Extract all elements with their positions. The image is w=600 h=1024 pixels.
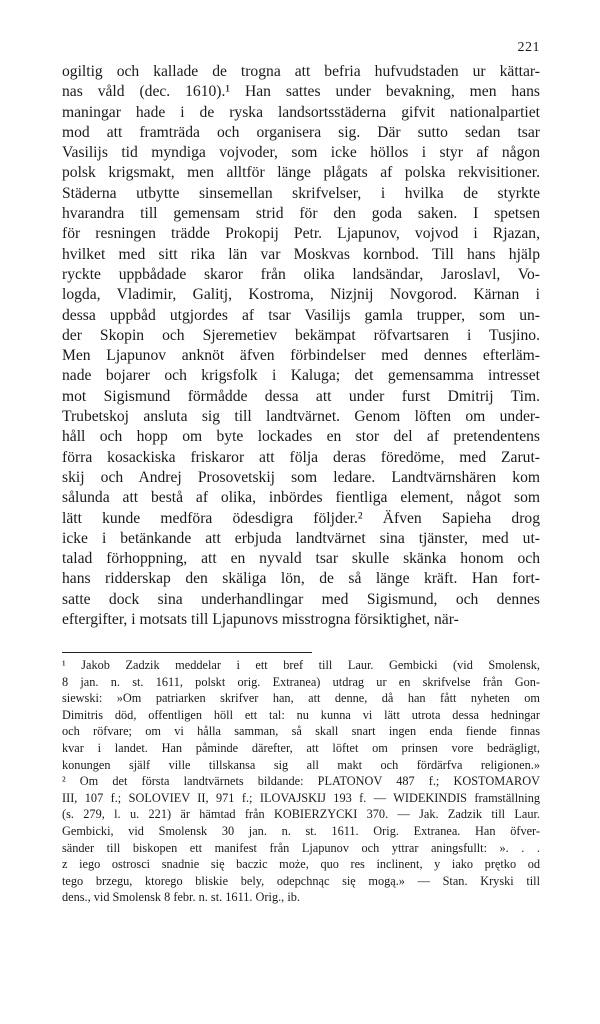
text-line: dessa uppbåd utgjordes af tsar Vasilijs gamla trupper, som un-: [62, 306, 540, 324]
text-line: hvilket med sitt rika län var Moskvas kornbod. Till hans hjälp: [62, 245, 540, 263]
footnote-line: III, 107 f.; SOLOVIEV II, 971 f.; ILOVAJSKIJ 193 f. — WIDEKINDIS framställning: [62, 790, 540, 805]
footnote-line: ² Om det första landtvärnets bildande: PLATONOV 487 f.; KOSTOMAROV: [62, 774, 540, 789]
main-text: [62, 62, 540, 630]
text-line: nas våld (dec. 1610).¹ Han sattes under bevakning, men hans: [62, 83, 540, 101]
footnote-line: sänder till biskopen ett manifest från Ljapunov och yttrar aningsfullt: ». . .: [62, 840, 540, 855]
text-line: Men Ljapunov anknöt äfven förbindelser med dennes efterläm-: [62, 347, 540, 365]
text-line: ryckte uppbådade skaror från olika landsändar, Jaroslavl, Vo-: [62, 265, 540, 283]
footnote-line: Gembicki, vid Smolensk 30 jan. n. st. 1611. Orig. Extranea. Han öfver-: [62, 823, 540, 838]
footnote-line: dens., vid Smolensk 8 febr. n. st. 1611. Orig., ib.: [62, 890, 300, 905]
text-line: Städerna utbytte sinsemellan skrifvelser, i hvilka de styrkte: [62, 184, 540, 202]
footnote-divider: [62, 652, 312, 653]
footnote-line: konungen själf ville tillskansa sig all makt och fördärfva religionen.»: [62, 757, 540, 772]
text-line: maningar hade i de ryska landsortsstäderna gifvit nationalpartiet: [62, 103, 540, 121]
footnote-line: (s. 279, l. u. 221) är hämtad från KOBIERZYCKI 370. — Jak. Zadzik till Laur.: [62, 807, 540, 822]
footnote-line: Dimitris död, offentligen höll ett tal: nu kunna vi lätt utrota dessa hedningar: [62, 707, 540, 722]
footnotes: [62, 657, 540, 906]
text-line: skij och Andrej Prosovetskij som ledare. Landtvärnshären kom: [62, 468, 540, 486]
footnote-line: kvar i landet. Han påminde därefter, att löftet om prinsen vore bedrägligt,: [62, 740, 540, 755]
text-line: talad förhoppning, att en nyvald tsar skulle skänka honom och: [62, 550, 540, 568]
text-line: ogiltig och kallade de trogna att befria hufvudstaden ur kättar-: [62, 63, 540, 80]
text-line: nade bojarer och krigsfolk i Kaluga; det gemensamma intresset: [62, 367, 540, 385]
text-line: mot Sigismund förmådde dessa att under furst Dmitrij Tim.: [62, 387, 540, 405]
footnote-line: och röfvare; om vi hålla samman, så skall snart ingen enda fiende finnas: [62, 724, 540, 739]
text-line: Vasilijs tid myndiga vojvoder, som icke höllos i styr af någon: [62, 144, 540, 162]
page-number: 221: [517, 40, 540, 55]
footnote-line: ¹ Jakob Zadzik meddelar i ett bref till Laur. Gembicki (vid Smolensk,: [62, 658, 540, 672]
text-line: sålunda att bestå af olika, inbördes fientliga element, något som: [62, 489, 540, 507]
text-line: mod att framträda och organisera sig. Där sutto sedan tsar: [62, 123, 540, 141]
text-line: satte dock sina underhandlingar med Sigismund, och dennes: [62, 590, 540, 608]
text-line: der Skopin och Sjeremetiev bekämpat röfvartsaren i Tusjino.: [62, 326, 540, 344]
footnote-line: tego brzegu, ktorego bliskie bely, odepchnąc się mogą.» — Stan. Kryski till: [62, 873, 540, 888]
footnote-line: z iego ostrosci snadnie się baczic może, quo res inclinent, y iako prętko od: [62, 857, 540, 872]
text-line: förra kosackiska friskaror att följa deras föredöme, med Zarut-: [62, 448, 540, 466]
text-line: lätt kunde medföra ödesdigra följder.² Äfven Sapieha drog: [62, 509, 540, 527]
text-line: för resningen trädde Prokopij Petr. Ljapunov, vojvod i Rjazan,: [62, 225, 540, 243]
text-line: logda, Vladimir, Galitj, Kostroma, Nizjnij Novgorod. Kärnan i: [62, 286, 540, 304]
text-line: eftergifter, i motsats till Ljapunovs misstrogna försiktighet, när-: [62, 611, 459, 629]
text-line: hans ridderskap den skäliga lön, de så länge kräft. Han fort-: [62, 570, 540, 588]
text-line: Trubetskoj ansluta sig till landtvärnet. Genom löften om under-: [62, 408, 540, 426]
footnote-line: siewski: »Om patriarken skrifver han, att denne, då han fått nyheten om: [62, 691, 540, 706]
text-line: polsk krigsmakt, men alltför länge plågats af polska rekvisitioner.: [62, 164, 540, 182]
text-line: icke i betänkande att erbjuda landtvärnet sina tjänster, med ut-: [62, 529, 540, 547]
text-line: hvarandra till gemensam strid för den goda saken. I spetsen: [62, 205, 540, 223]
footnote-line: 8 jan. n. st. 1611, polskt orig. Extranea) utdrag ur en skrifvelse från Gon-: [62, 674, 540, 689]
text-line: håll och hopp om byte lockades en stor del af pretendentens: [62, 428, 540, 446]
